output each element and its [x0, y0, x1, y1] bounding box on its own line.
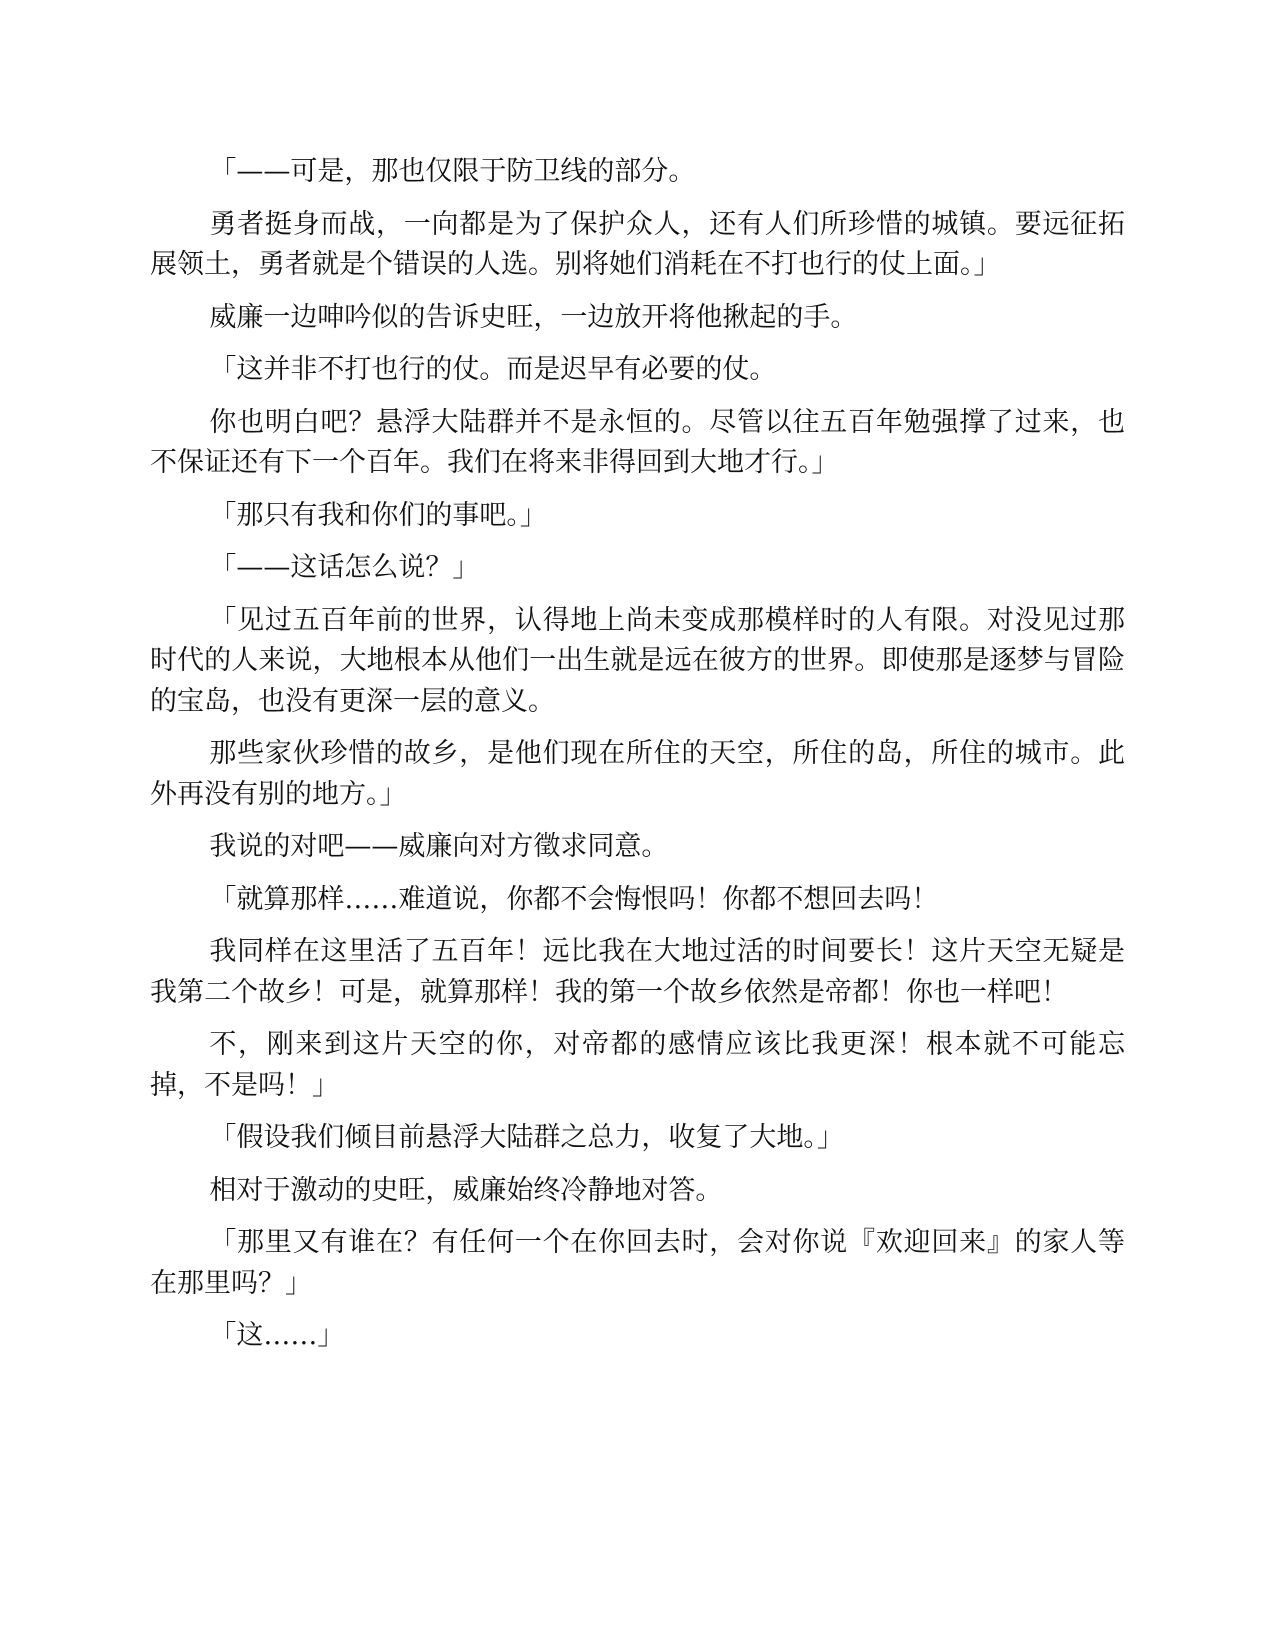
- paragraph-10: 我说的对吧——威廉向对方徵求同意。: [209, 831, 669, 862]
- paragraph-16: 「那里又有谁在？有任何一个在你回去时，会对你说『欢迎回来』的家人等在那里吗？」: [150, 1227, 1125, 1299]
- paragraph-15: 相对于激动的史旺，威廉始终冷静地对答。: [209, 1174, 723, 1206]
- paragraph-3: 威廉一边呻吟似的告诉史旺，一边放开将他揪起的手。: [209, 301, 858, 333]
- paragraph-9: 那些家伙珍惜的故乡，是他们现在所住的天空，所住的岛，所住的城市。此外再没有别的地方。」: [150, 738, 1125, 810]
- paragraph-2: 勇者挺身而战，一向都是为了保护众人，还有人们所珍惜的城镇。要远征拓展领土，勇者就是个错误的人选。别将她们消耗在不打也行的仗上面。」: [150, 208, 1125, 280]
- paragraph-13: 不，刚来到这片天空的你，对帝都的感情应该比我更深！根本就不可能忘掉，不是吗！」: [150, 1029, 1125, 1101]
- paragraph-12: 我同样在这里活了五百年！远比我在大地过活的时间要长！这片天空无疑是我第二个故乡！可是，就算那样！我的第一个故乡依然是帝都！你也一样吧！: [150, 936, 1125, 1008]
- paragraph-4: 「这并非不打也行的仗。而是迟早有必要的仗。: [209, 354, 777, 385]
- paragraph-5: 你也明白吧？悬浮大陆群并不是永恒的。尽管以往五百年勉强撑了过来，也不保证还有下一个百年。我们在将来非得回到大地才行。」: [150, 406, 1125, 478]
- paragraph-11: 「就算那样……难道说，你都不会悔恨吗！你都不想回去吗！: [209, 883, 939, 915]
- paragraph-14: 「假设我们倾目前悬浮大陆群之总力，收复了大地。」: [209, 1122, 844, 1153]
- document-page: [150, 152, 1125, 1369]
- paragraph-8: 「见过五百年前的世界，认得地上尚未变成那模样时的人有限。对没见过那时代的人来说，大地根本从他们一出生就是远在彼方的世界。即使那是逐梦与冒险的宝岛，也没有更深一层的意义。: [150, 604, 1125, 717]
- paragraph-7: 「——这话怎么说？」: [209, 552, 480, 583]
- paragraph-1: 「——可是，那也仅限于防卫线的部分。: [209, 156, 696, 187]
- paragraph-17: 「这……」: [209, 1320, 345, 1351]
- paragraph-6: 「那只有我和你们的事吧。」: [209, 499, 547, 531]
